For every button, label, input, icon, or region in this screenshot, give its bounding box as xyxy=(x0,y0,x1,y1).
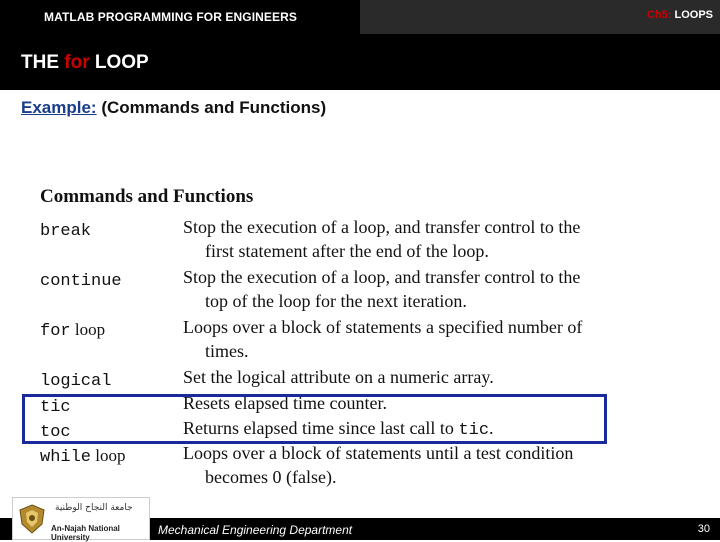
table-row-description: Resets elapsed time counter. xyxy=(183,393,387,413)
department-box xyxy=(152,518,370,540)
highlight-box xyxy=(22,394,607,444)
logo-english-text: An-Najah National University xyxy=(51,524,120,542)
command-name: toc xyxy=(40,423,71,442)
description-text: Returns elapsed time since last call to xyxy=(183,418,454,438)
command-suffix: loop xyxy=(95,446,126,465)
table-heading: Commands and Functions xyxy=(40,186,254,207)
chapter-name: LOOPS xyxy=(674,9,713,21)
slide-title xyxy=(21,52,149,74)
course-title: MATLAB PROGRAMMING FOR ENGINEERS xyxy=(44,10,297,24)
table-row-command xyxy=(40,446,126,467)
slide-title-prefix: THE xyxy=(21,52,59,73)
command-name: tic xyxy=(40,398,71,417)
chapter-prefix: Ch5: xyxy=(646,9,672,21)
command-name: logical xyxy=(40,372,112,391)
table-row-command xyxy=(40,270,122,291)
logo-arabic-text: جامعة النجاح الوطنية xyxy=(55,503,133,513)
table-row-description: Loops over a block of statements a specified number of xyxy=(183,317,583,337)
top-bar xyxy=(0,0,720,34)
table-row-description-continued: becomes 0 (false). xyxy=(205,467,337,487)
command-name: break xyxy=(40,222,92,241)
command-suffix: loop xyxy=(74,320,106,339)
table-row-description-continued: first statement after the end of the loop. xyxy=(205,241,489,261)
title-bar xyxy=(0,34,720,90)
page-number: 30 xyxy=(697,523,710,535)
example-label: Example: xyxy=(21,98,97,117)
table-row-description: Loops over a block of statements until a test condition xyxy=(183,443,574,463)
university-logo xyxy=(12,497,150,540)
table-row-command xyxy=(40,370,111,391)
table-row-description-continued: top of the loop for the next iteration. xyxy=(205,291,467,311)
table-row-description-continued: times. xyxy=(205,341,249,361)
top-bar-right xyxy=(360,0,720,34)
top-bar-left xyxy=(0,0,360,34)
table-row-description: Stop the execution of a loop, and transfer control to the xyxy=(183,267,581,287)
table-row-description: Set the logical attribute on a numeric array. xyxy=(183,367,494,387)
command-name: while xyxy=(40,448,92,467)
example-line xyxy=(21,98,326,118)
table-row-command xyxy=(40,220,91,241)
slide-title-keyword: for xyxy=(64,52,90,73)
chapter-label xyxy=(647,9,713,21)
example-text: (Commands and Functions) xyxy=(101,98,327,117)
university-emblem-icon xyxy=(18,504,46,534)
description-end: . xyxy=(489,418,494,438)
command-name: for xyxy=(40,322,71,341)
table-row-command xyxy=(40,320,105,341)
slide-title-suffix: LOOP xyxy=(94,52,149,73)
command-name: continue xyxy=(40,272,122,291)
department-name: Mechanical Engineering Department xyxy=(158,523,353,537)
table-row-description: Stop the execution of a loop, and transfer control to the xyxy=(183,217,581,237)
description-code: tic xyxy=(458,421,490,440)
